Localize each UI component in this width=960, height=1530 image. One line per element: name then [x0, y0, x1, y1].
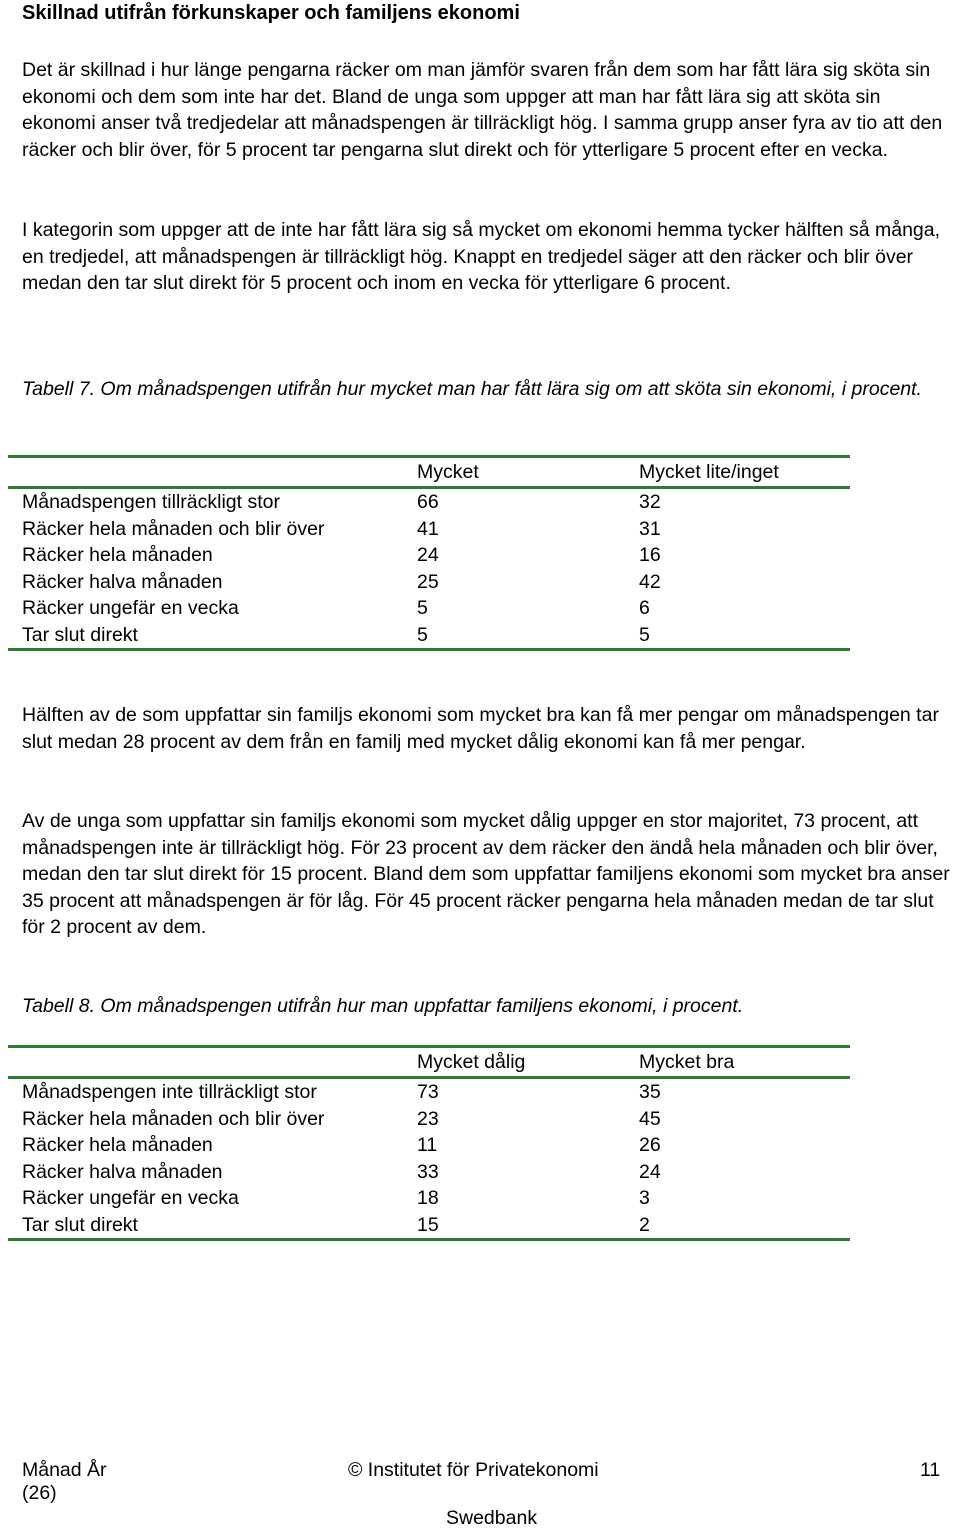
- row-value: 15: [417, 1212, 639, 1240]
- footer-page-number: 11: [920, 1459, 941, 1481]
- table-row: [8, 1212, 850, 1240]
- row-value: 24: [639, 1160, 661, 1183]
- table8-header-cell: Mycket bra: [639, 1047, 850, 1078]
- footer-copyright: © Institutet för Privatekonomi: [348, 1459, 599, 1481]
- row-value: 35: [639, 1081, 661, 1103]
- table-row: [8, 1159, 850, 1186]
- footer-publication: [22, 1459, 107, 1505]
- table-row: [8, 1106, 850, 1133]
- table-row: [8, 622, 850, 650]
- row-label: Räcker halva månaden: [22, 570, 223, 593]
- row-value: 23: [417, 1107, 439, 1130]
- table7-header-cell: Mycket lite/inget: [639, 457, 850, 488]
- paragraph-1: Det är skillnad i hur länge pengarna räcker om man jämför svaren från dem som har fått lära sig sköta sin ekonomi och dem som inte har det. Bland de unga som uppger att man har fått lära sig att sköta sin ekonomi anser två tredjedelar att månadspengen är tillräckligt hög. I samma grupp anser fyra av tio att den räcker och blir över, för 5 procent tar pengarna slut direkt och för ytterligare 5 procent efter en vecka.: [22, 59, 943, 161]
- row-label: Räcker hela månaden och blir över: [22, 1107, 325, 1130]
- paragraph-4: Av de unga som uppfattar sin familjs ekonomi som mycket dålig uppger en stor majoritet, 73 procent, att månadspengen inte är tillräckligt hög. För 23 procent av dem räcker den ändå hela månaden och blir över, medan den tar slut direkt för 15 procent. Bland dem som uppfattar familjens ekonomi som mycket bra anser 35 procent att månadspengen är för låg. För 45 procent räcker pengarna hela månaden medan de tar slut för 2 procent av dem.: [22, 810, 950, 938]
- row-value: 33: [417, 1160, 439, 1183]
- row-value: 73: [417, 1081, 439, 1103]
- footer-page-count: (26): [22, 1482, 57, 1504]
- row-value: 6: [639, 597, 650, 619]
- row-label: Räcker hela månaden och blir över: [22, 517, 325, 540]
- table-row: [8, 488, 850, 516]
- row-value: 5: [417, 622, 639, 650]
- row-label: Räcker ungefär en vecka: [22, 597, 239, 619]
- row-value: 3: [639, 1187, 650, 1209]
- row-label: Räcker hela månaden: [22, 1134, 213, 1156]
- row-label: Räcker halva månaden: [22, 1160, 223, 1183]
- table7-caption: Tabell 7. Om månadspengen utifrån hur mycket man har fått lära sig om att sköta sin ekonomi, i procent.: [22, 378, 922, 400]
- row-value: 31: [639, 517, 661, 540]
- footer-sponsor: Swedbank: [446, 1507, 538, 1529]
- row-value: 42: [639, 570, 661, 593]
- row-value: 41: [417, 517, 439, 540]
- footer-month-year: Månad År: [22, 1459, 107, 1481]
- row-value: 11: [417, 1134, 438, 1156]
- table7: [8, 455, 850, 651]
- row-label: Tar slut direkt: [8, 1212, 417, 1240]
- row-label: Månadspengen inte tillräckligt stor: [22, 1081, 317, 1103]
- table7-header-row: [8, 457, 850, 488]
- row-label: Räcker ungefär en vecka: [22, 1187, 239, 1209]
- table7-header-cell: Mycket: [417, 457, 639, 488]
- table-row: [8, 542, 850, 569]
- row-value: 24: [417, 544, 439, 566]
- table8: [8, 1045, 850, 1241]
- row-value: 5: [417, 597, 428, 619]
- row-label: Tar slut direkt: [8, 622, 417, 650]
- paragraph-2: I kategorin som uppger att de inte har fått lära sig så mycket om ekonomi hemma tycker hälften så många, en tredjedel, att månadspengen är tillräckligt hög. Knappt en tredjedel säger att den räcker och blir över medan den tar slut direkt för 5 procent och inom en vecka för ytterligare 6 procent.: [22, 219, 941, 294]
- table-row: [8, 595, 850, 622]
- section-heading: Skillnad utifrån förkunskaper och familjens ekonomi: [22, 2, 520, 24]
- row-value: 16: [639, 544, 661, 566]
- row-value: 18: [417, 1187, 439, 1209]
- row-value: 45: [639, 1107, 661, 1130]
- row-value: 32: [639, 491, 661, 513]
- table-row: [8, 1078, 850, 1106]
- table-row: [8, 1132, 850, 1159]
- row-value: 5: [639, 622, 850, 650]
- row-value: 66: [417, 491, 439, 513]
- row-value: 25: [417, 570, 439, 593]
- table8-header-cell: [8, 1047, 417, 1078]
- table8-caption: Tabell 8. Om månadspengen utifrån hur man uppfattar familjens ekonomi, i procent.: [22, 995, 744, 1017]
- table-row: [8, 516, 850, 543]
- table8-header-cell: Mycket dålig: [417, 1047, 639, 1078]
- row-label: Månadspengen tillräckligt stor: [22, 491, 280, 513]
- table-row: [8, 1185, 850, 1212]
- row-label: Räcker hela månaden: [22, 544, 213, 566]
- row-value: 26: [639, 1134, 661, 1156]
- table-row: [8, 569, 850, 596]
- paragraph-3: Hälften av de som uppfattar sin familjs ekonomi som mycket bra kan få mer pengar om månadspengen tar slut medan 28 procent av dem från en familj med mycket dålig ekonomi kan få mer pengar.: [22, 704, 939, 753]
- row-value: 2: [639, 1212, 850, 1240]
- table7-header-cell: [8, 457, 417, 488]
- table8-header-row: [8, 1047, 850, 1078]
